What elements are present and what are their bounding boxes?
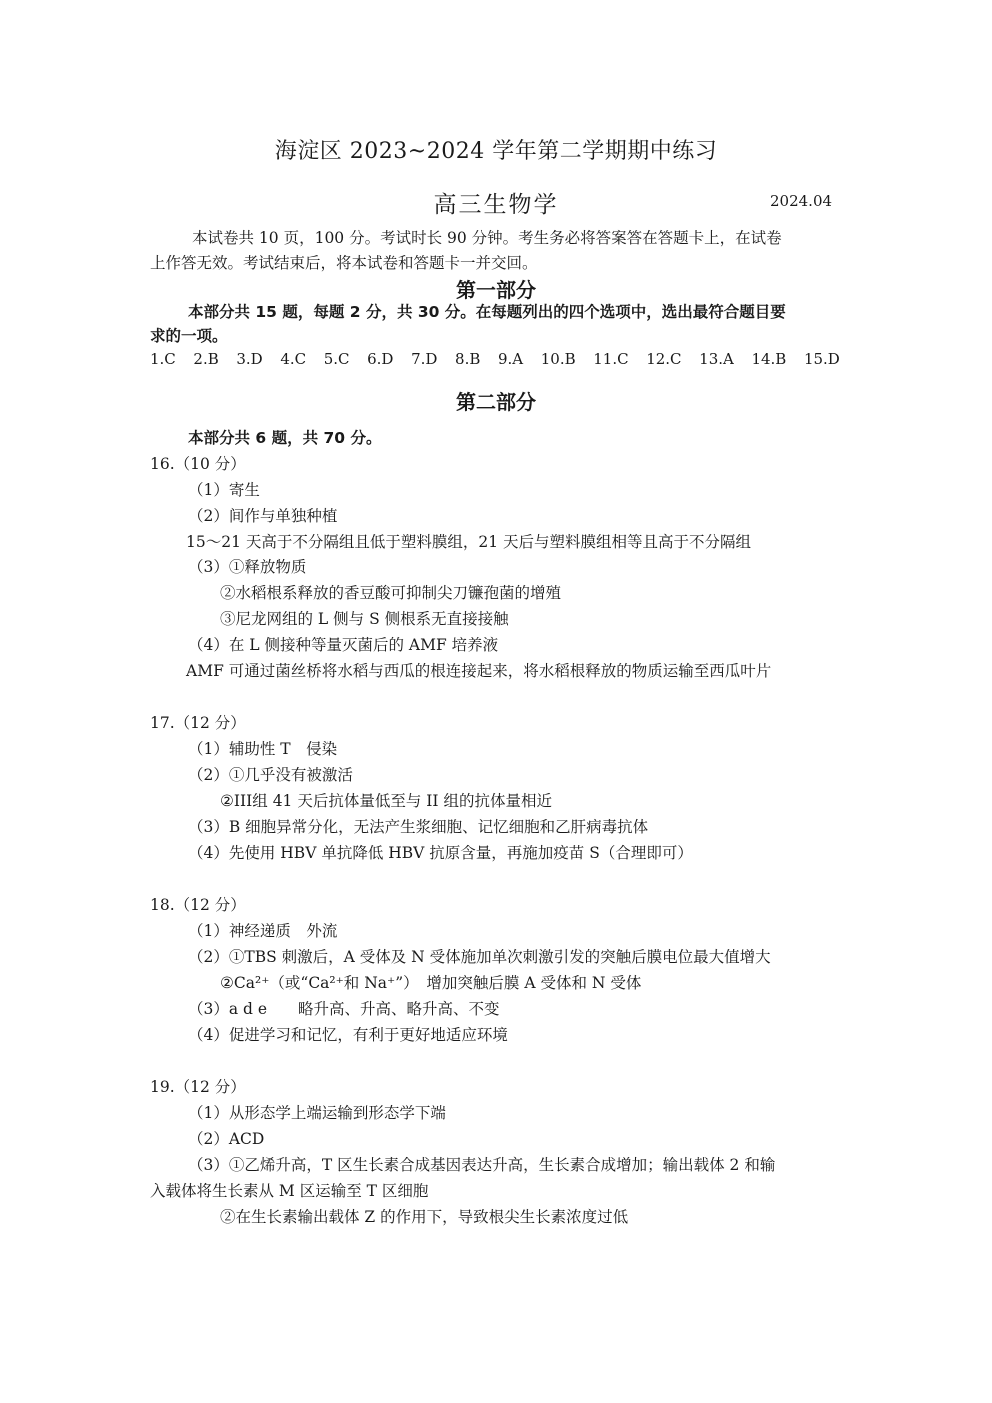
q18-line: （3）a d e 略升高、升高、略升高、不变 [188,1000,500,1018]
q19-line: （2）ACD [188,1130,265,1148]
intro-line-1: 本试卷共 10 页，100 分。考试时长 90 分钟。考生务必将答案答在答题卡上，在试卷 [192,229,782,247]
answer-9: 9.A [497,350,524,368]
q17-line: （3）B 细胞异常分化，无法产生浆细胞、记忆细胞和乙肝病毒抗体 [188,818,649,836]
part1-heading: 第一部分 [456,278,536,302]
answer-12: 12.C [646,350,682,368]
q17-line: ②III组 41 天后抗体量低至与 II 组的抗体量相近 [220,792,552,810]
answer-3: 3.D [236,350,263,368]
intro-line-2: 上作答无效。考试结束后，将本试卷和答题卡一并交回。 [150,254,538,272]
answer-7: 7.D [411,350,438,368]
q17-line: （2）①几乎没有被激活 [188,766,353,784]
choice-answers-row [150,350,840,368]
q16-line: （3）①释放物质 [188,558,307,576]
q16-line: （2）间作与单独种植 [188,507,338,525]
answer-11: 11.C [593,350,629,368]
q19-header: 19.（12 分） [150,1078,246,1096]
part1-instruction-line-2: 求的一项。 [150,327,228,345]
q18-line: （2）①TBS 刺激后，A 受体及 N 受体施加单次刺激引发的突触后膜电位最大值增大 [188,948,771,966]
answer-13: 13.A [699,350,734,368]
part2-instruction: 本部分共 6 题，共 70 分。 [188,429,382,447]
q16-line: AMF 可通过菌丝桥将水稻与西瓜的根连接起来，将水稻根释放的物质运输至西瓜叶片 [186,662,772,680]
answer-6: 6.D [367,350,394,368]
q16-header: 16.（10 分） [150,455,246,473]
q18-line: （1）神经递质 外流 [188,922,338,940]
q17-line: （1）辅助性 T 侵染 [188,740,338,758]
answer-2: 2.B [193,350,219,368]
answer-8: 8.B [455,350,481,368]
q18-header: 18.（12 分） [150,896,246,914]
q16-line: ②水稻根系释放的香豆酸可抑制尖刀镰孢菌的增殖 [220,584,562,602]
q19-line: 入载体将生长素从 M 区运输至 T 区细胞 [150,1182,429,1200]
q19-line: （3）①乙烯升高，T 区生长素合成基因表达升高，生长素合成增加；输出载体 2 和输 [188,1156,776,1174]
q18-line: ②Ca²⁺（或“Ca²⁺和 Na⁺”） 增加突触后膜 A 受体和 N 受体 [220,974,642,992]
q16-line: ③尼龙网组的 L 侧与 S 侧根系无直接接触 [220,610,509,628]
answer-15: 15.D [803,350,840,368]
q16-line: （1）寄生 [188,481,260,499]
q16-line: （4）在 L 侧接种等量灭菌后的 AMF 培养液 [188,636,499,654]
q19-line: （1）从形态学上端运输到形态学下端 [188,1104,446,1122]
exam-title: 海淀区 2023~2024 学年第二学期期中练习 [274,139,718,164]
part2-heading: 第二部分 [456,390,536,414]
answer-14: 14.B [751,350,787,368]
q19-line: ②在生长素输出载体 Z 的作用下，导致根尖生长素浓度过低 [220,1208,629,1226]
q18-line: （4）促进学习和记忆，有利于更好地适应环境 [188,1026,508,1044]
q16-line: 15～21 天高于不分隔组且低于塑料膜组，21 天后与塑料膜组相等且高于不分隔组 [186,533,752,551]
subject-title: 高三生物学 [433,192,559,218]
exam-date: 2024.04 [770,192,833,210]
answer-4: 4.C [280,350,307,368]
part1-instruction-line-1: 本部分共 15 题，每题 2 分，共 30 分。在每题列出的四个选项中，选出最符合题目要 [188,303,786,321]
q17-header: 17.（12 分） [150,714,246,732]
answer-1: 1.C [150,350,176,368]
answer-10: 10.B [540,350,576,368]
answer-5: 5.C [323,350,350,368]
q17-line: （4）先使用 HBV 单抗降低 HBV 抗原含量，再施加疫苗 S（合理即可） [188,844,693,862]
